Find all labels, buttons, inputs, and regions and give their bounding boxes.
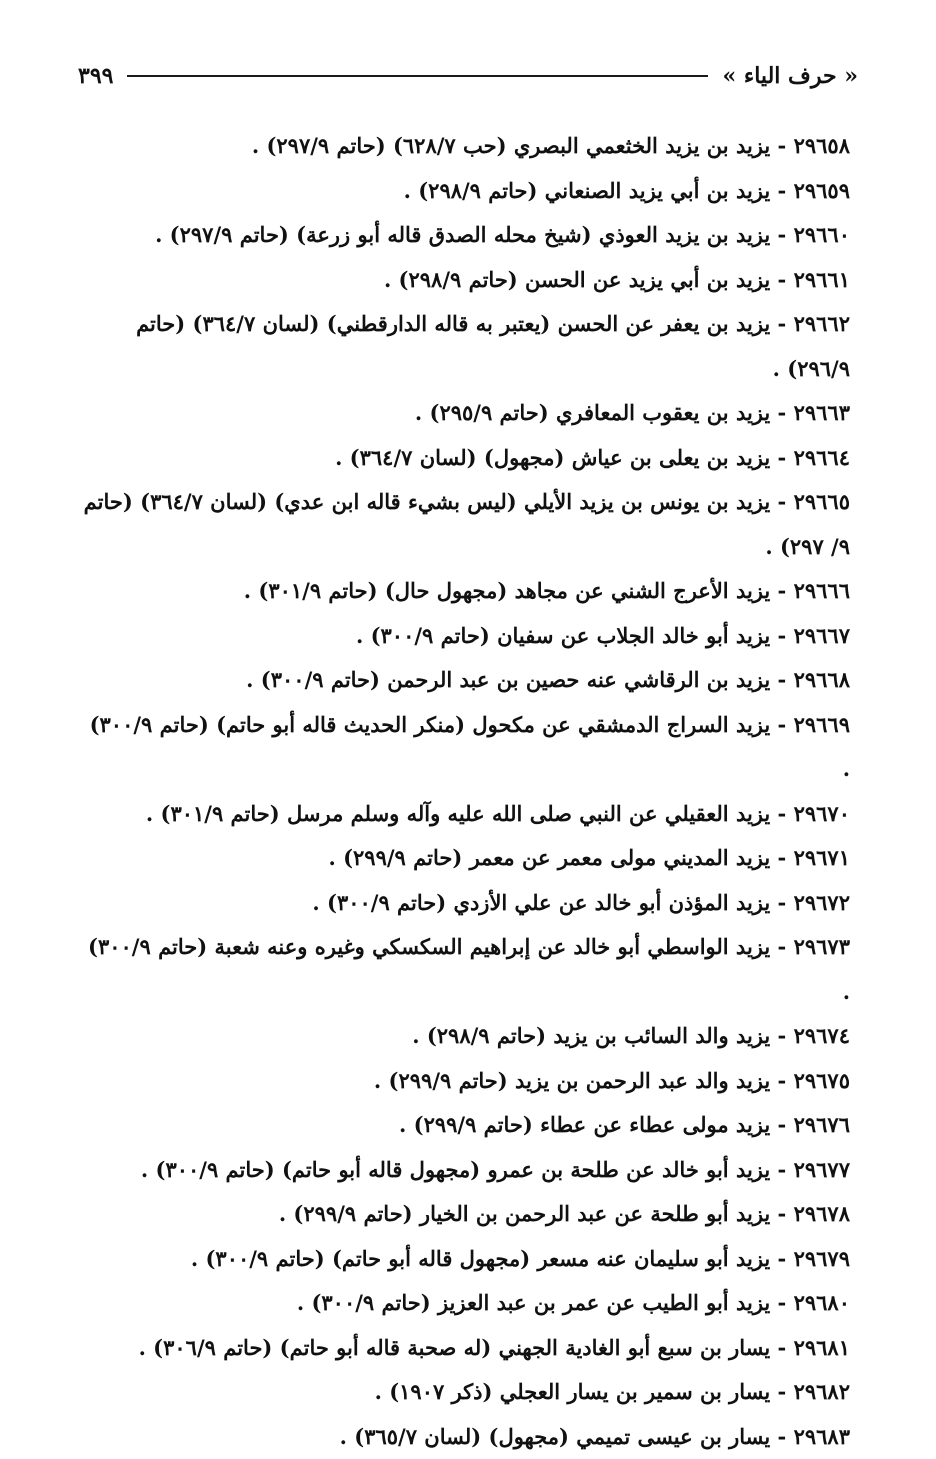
entry xyxy=(80,614,850,659)
entry-separator: - xyxy=(770,1201,793,1226)
entry-number: ٢٩٦٦٤ xyxy=(794,445,850,470)
entry-separator: - xyxy=(770,1068,793,1093)
entry-separator: - xyxy=(770,489,793,514)
running-header xyxy=(78,58,858,94)
entry-number: ٢٩٦٧٧ xyxy=(794,1157,850,1182)
entry xyxy=(80,703,850,792)
entry-number: ٢٩٦٧٤ xyxy=(794,1023,850,1048)
entry xyxy=(80,302,850,391)
entry-number: ٢٩٦٦٩ xyxy=(794,712,850,737)
entry xyxy=(80,124,850,169)
entry-number: ٢٩٦٧٩ xyxy=(794,1246,850,1271)
entry-text: يزيد العقيلي عن النبي صلى الله عليه وآله وسلم مرسل (حاتم ٣٠١/٩) . xyxy=(146,801,770,826)
entry-number: ٢٩٦٧١ xyxy=(794,845,850,870)
entry xyxy=(80,658,850,703)
entry-text: يزيد المؤذن أبو خالد عن علي الأزدي (حاتم ٣٠٠/٩) . xyxy=(312,890,770,915)
entry-number: ٢٩٦٧٥ xyxy=(794,1068,850,1093)
entry-number: ٢٩٦٦٧ xyxy=(794,623,850,648)
entry-text: يسار بن عيسى تميمي (مجهول) (لسان ٣٦٥/٧) . xyxy=(340,1424,771,1449)
entry-number: ٢٩٦٥٨ xyxy=(794,133,850,158)
entry-number: ٢٩٦٧٦ xyxy=(794,1112,850,1137)
entry-list xyxy=(80,124,850,1459)
entry-number: ٢٩٦٨٣ xyxy=(794,1424,850,1449)
entry-separator: - xyxy=(770,400,793,425)
entry-separator: - xyxy=(770,623,793,648)
entry xyxy=(80,881,850,926)
entry xyxy=(80,1281,850,1326)
entry-text: يزيد والد السائب بن يزيد (حاتم ٢٩٨/٩) . xyxy=(412,1023,770,1048)
entry-text: يزيد أبو الطيب عن عمر بن عبد العزيز (حاتم ٣٠٠/٩) . xyxy=(297,1290,770,1315)
entry-separator: - xyxy=(770,267,793,292)
entry-separator: - xyxy=(770,845,793,870)
entry xyxy=(80,258,850,303)
entry-text: يزيد المديني مولى معمر عن معمر (حاتم ٢٩٩/٩) . xyxy=(328,845,770,870)
entry xyxy=(80,436,850,481)
entry-text: يزيد بن أبي يزيد الصنعاني (حاتم ٢٩٨/٩) . xyxy=(404,178,771,203)
entry-separator: - xyxy=(770,1246,793,1271)
entry-text: يزيد أبو خالد الجلاب عن سفيان (حاتم ٣٠٠/٩) . xyxy=(356,623,770,648)
entry-number: ٢٩٦٦٨ xyxy=(794,667,850,692)
entry-number: ٢٩٦٦٣ xyxy=(794,400,850,425)
entry-separator: - xyxy=(770,133,793,158)
entry-number: ٢٩٦٦٦ xyxy=(794,578,850,603)
entry xyxy=(80,480,850,569)
entry-text: يزيد بن الرقاشي عنه حصين بن عبد الرحمن (حاتم ٣٠٠/٩) . xyxy=(246,667,770,692)
entry-separator: - xyxy=(770,1023,793,1048)
entry-separator: - xyxy=(770,667,793,692)
entry xyxy=(80,1014,850,1059)
entry-text: يزيد بن يزيد الخثعمي البصري (حب ٦٢٨/٧) (حاتم ٢٩٧/٩) . xyxy=(252,133,770,158)
entry-number: ٢٩٦٧٣ xyxy=(794,934,850,959)
entry xyxy=(80,1326,850,1371)
entry-separator: - xyxy=(770,578,793,603)
entry-text: يزيد بن يزيد العوذي (شيخ محله الصدق قاله أبو زرعة) (حاتم ٢٩٧/٩) . xyxy=(155,222,770,247)
entry-number: ٢٩٦٦٠ xyxy=(794,222,850,247)
entry-text: يزيد أبو سليمان عنه مسعر (مجهول قاله أبو حاتم) (حاتم ٣٠٠/٩) . xyxy=(191,1246,770,1271)
entry xyxy=(80,1237,850,1282)
entry-separator: - xyxy=(770,1379,793,1404)
entry xyxy=(80,213,850,258)
entry-text: يزيد السراج الدمشقي عن مكحول (منكر الحديث قاله أبو حاتم) (حاتم ٣٠٠/٩) . xyxy=(90,712,850,782)
header-rule xyxy=(127,75,708,77)
entry-text: يزيد بن يعلى بن عياش (مجهول) (لسان ٣٦٤/٧) . xyxy=(335,445,770,470)
entry-number: ٢٩٦٥٩ xyxy=(794,178,850,203)
entry-number: ٢٩٦٨٢ xyxy=(794,1379,850,1404)
entry xyxy=(80,1148,850,1193)
entry xyxy=(80,391,850,436)
entry xyxy=(80,925,850,1014)
entry xyxy=(80,1370,850,1415)
entry-separator: - xyxy=(770,934,793,959)
entry-separator: - xyxy=(770,1157,793,1182)
entry xyxy=(80,569,850,614)
entry-text: يزيد بن أبي يزيد عن الحسن (حاتم ٢٩٨/٩) . xyxy=(384,267,770,292)
entry-separator: - xyxy=(770,445,793,470)
entry-number: ٢٩٦٧٢ xyxy=(794,890,850,915)
entry-text: يزيد بن يونس بن يزيد الأيلي (ليس بشيء قاله ابن عدي) (لسان ٣٦٤/٧) (حاتم ٩/ ٢٩٧) . xyxy=(84,489,850,559)
running-title: « حرف الياء » xyxy=(722,63,858,89)
entry-separator: - xyxy=(770,311,793,336)
entry-text: يزيد بن يعفر عن الحسن (يعتبر به قاله الدارقطني) (لسان ٣٦٤/٧) (حاتم ٢٩٦/٩) . xyxy=(136,311,850,381)
entry xyxy=(80,836,850,881)
entry-number: ٢٩٦٨٠ xyxy=(794,1290,850,1315)
entry-separator: - xyxy=(770,222,793,247)
entry-number: ٢٩٦٨١ xyxy=(794,1335,850,1360)
entry-number: ٢٩٦٦١ xyxy=(794,267,850,292)
entry-separator: - xyxy=(770,712,793,737)
entry-separator: - xyxy=(770,1290,793,1315)
entry-text: يزيد والد عبد الرحمن بن يزيد (حاتم ٢٩٩/٩) . xyxy=(374,1068,770,1093)
entry-text: يسار بن سبع أبو الغادية الجهني (له صحبة قاله أبو حاتم) (حاتم ٣٠٦/٩) . xyxy=(139,1335,771,1360)
entry-text: يسار بن سمير بن يسار العجلي (ذكر ١٩٠٧) . xyxy=(375,1379,771,1404)
entry xyxy=(80,792,850,837)
entry xyxy=(80,169,850,214)
entry-separator: - xyxy=(770,1112,793,1137)
entry-number: ٢٩٦٧٠ xyxy=(794,801,850,826)
entry xyxy=(80,1103,850,1148)
entry-text: يزيد أبو خالد عن طلحة بن عمرو (مجهول قاله أبو حاتم) (حاتم ٣٠٠/٩) . xyxy=(141,1157,770,1182)
entry-separator: - xyxy=(770,178,793,203)
entry-number: ٢٩٦٦٢ xyxy=(794,311,850,336)
page-number: ٣٩٩ xyxy=(78,63,113,89)
entry xyxy=(80,1192,850,1237)
entry xyxy=(80,1415,850,1459)
entry-number: ٢٩٦٦٥ xyxy=(794,489,850,514)
entry-text: يزيد الواسطي أبو خالد عن إبراهيم السكسكي وغيره وعنه شعبة (حاتم ٣٠٠/٩) . xyxy=(88,934,850,1004)
entry-text: يزيد أبو طلحة عن عبد الرحمن بن الخيار (حاتم ٢٩٩/٩) . xyxy=(279,1201,770,1226)
entry-separator: - xyxy=(770,890,793,915)
entry-text: يزيد مولى عطاء عن عطاء (حاتم ٢٩٩/٩) . xyxy=(399,1112,770,1137)
entry-separator: - xyxy=(770,801,793,826)
entry-number: ٢٩٦٧٨ xyxy=(794,1201,850,1226)
entry-separator: - xyxy=(770,1335,793,1360)
entry-text: يزيد بن يعقوب المعافري (حاتم ٢٩٥/٩) . xyxy=(415,400,770,425)
entry-text: يزيد الأعرج الشني عن مجاهد (مجهول حال) (حاتم ٣٠١/٩) . xyxy=(244,578,771,603)
entry-separator: - xyxy=(770,1424,793,1449)
entry xyxy=(80,1059,850,1104)
